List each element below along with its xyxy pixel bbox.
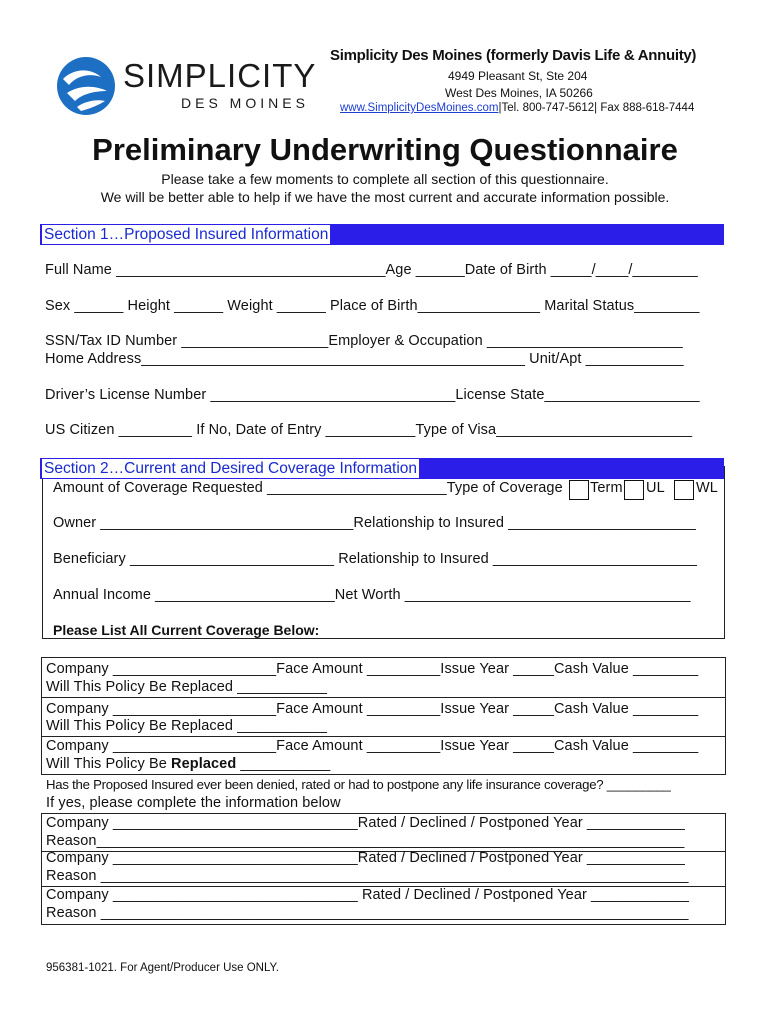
replaced-row-1[interactable]: Will This Policy Be Replaced ___________	[46, 679, 328, 695]
replaced-row-3-bold: Replaced	[171, 756, 237, 772]
current-coverage-label: Please List All Current Coverage Below:	[53, 622, 320, 638]
footer-note: 956381-1021. For Agent/Producer Use ONLY.	[46, 962, 279, 974]
denied-reason-3[interactable]: Reason ________________________________________________________________________	[46, 905, 689, 921]
denied-reason-1[interactable]: Reason________________________________________________________________________	[46, 833, 685, 849]
logo	[55, 55, 325, 117]
logo-sub: DES MOINES	[181, 95, 309, 111]
replaced-row-2[interactable]: Will This Policy Be Replaced ___________	[46, 718, 328, 734]
intro-line-1: Please take a few moments to complete all section of this questionnaire.	[161, 171, 609, 187]
denied-question[interactable]: Has the Proposed Insured ever been denied, rated or had to postpone any life insurance coverage? _________	[46, 777, 671, 792]
wl-checkbox[interactable]	[674, 480, 694, 500]
beneficiary-line[interactable]: Beneficiary _________________________ Relationship to Insured _________________________	[53, 551, 698, 567]
coverage-divider-2	[42, 736, 725, 737]
sex-height-weight-line[interactable]: Sex ______ Height ______ Weight ______ Place of Birth_______________ Marital Status________	[45, 298, 700, 314]
owner-line[interactable]: Owner _______________________________Relationship to Insured _______________________	[53, 515, 696, 531]
contact-phone-fax: |Tel. 800-747-5612| Fax 888-618-7444	[498, 102, 695, 114]
company-contact	[340, 102, 694, 114]
us-citizen-line[interactable]: US Citizen _________ If No, Date of Entry ___________Type of Visa________________________	[45, 422, 693, 438]
replaced-row-3-blank: ___________	[236, 756, 331, 772]
denied-reason-2[interactable]: Reason ________________________________________________________________________	[46, 868, 689, 884]
denied-company-1[interactable]: Company ______________________________Rated / Declined / Postponed Year ____________	[46, 815, 685, 831]
logo-word: SIMPLICITY	[123, 57, 317, 94]
wl-label: WL	[696, 480, 718, 496]
coverage-row-2[interactable]: Company ____________________Face Amount _________Issue Year _____Cash Value ________	[46, 701, 699, 717]
website-link[interactable]: www.SimplicityDesMoines.com	[340, 102, 499, 114]
home-address-line[interactable]: Home Address_______________________________________________ Unit/Apt ____________	[45, 351, 684, 367]
ul-label: UL	[646, 480, 665, 496]
denied-company-3[interactable]: Company ______________________________ Rated / Declined / Postponed Year ____________	[46, 887, 690, 903]
coverage-amount-line[interactable]: Amount of Coverage Requested ______________________Type of Coverage	[53, 480, 563, 496]
coverage-divider-1	[42, 697, 725, 698]
ul-checkbox[interactable]	[624, 480, 644, 500]
intro-line-2: We will be better able to help if we have the most current and accurate information possible.	[100, 189, 670, 205]
coverage-row-1[interactable]: Company ____________________Face Amount _________Issue Year _____Cash Value ________	[46, 661, 699, 677]
coverage-row-3[interactable]: Company ____________________Face Amount _________Issue Year _____Cash Value ________	[46, 738, 699, 754]
page-title: Preliminary Underwriting Questionnaire	[92, 132, 678, 167]
term-label: Term	[590, 480, 623, 496]
company-address2: West Des Moines, IA 50266	[445, 86, 593, 100]
company-name: Simplicity Des Moines (formerly Davis Life & Annuity)	[330, 47, 697, 64]
full-name-line[interactable]: Full Name _________________________________Age ______Date of Birth _____/____/________	[45, 262, 698, 278]
drivers-license-line[interactable]: Driver’s License Number ______________________________License State___________________	[45, 387, 700, 403]
simplicity-swirl-icon	[55, 55, 117, 117]
company-address1: 4949 Pleasant St, Ste 204	[448, 69, 588, 83]
replaced-row-3-text: Will This Policy Be	[46, 756, 172, 772]
if-yes-label: If yes, please complete the information below	[46, 795, 341, 811]
section1-title: Section 1…Proposed Insured Information	[44, 226, 329, 243]
annual-income-line[interactable]: Annual Income ______________________Net Worth ___________________________________	[53, 587, 691, 603]
replaced-row-3[interactable]	[46, 756, 330, 772]
term-checkbox[interactable]	[569, 480, 589, 500]
denied-company-2[interactable]: Company ______________________________Rated / Declined / Postponed Year ____________	[46, 850, 685, 866]
ssn-employer-line[interactable]: SSN/Tax ID Number __________________Employer & Occupation ________________________	[45, 333, 683, 349]
section2-title: Section 2…Current and Desired Coverage Information	[44, 460, 418, 477]
